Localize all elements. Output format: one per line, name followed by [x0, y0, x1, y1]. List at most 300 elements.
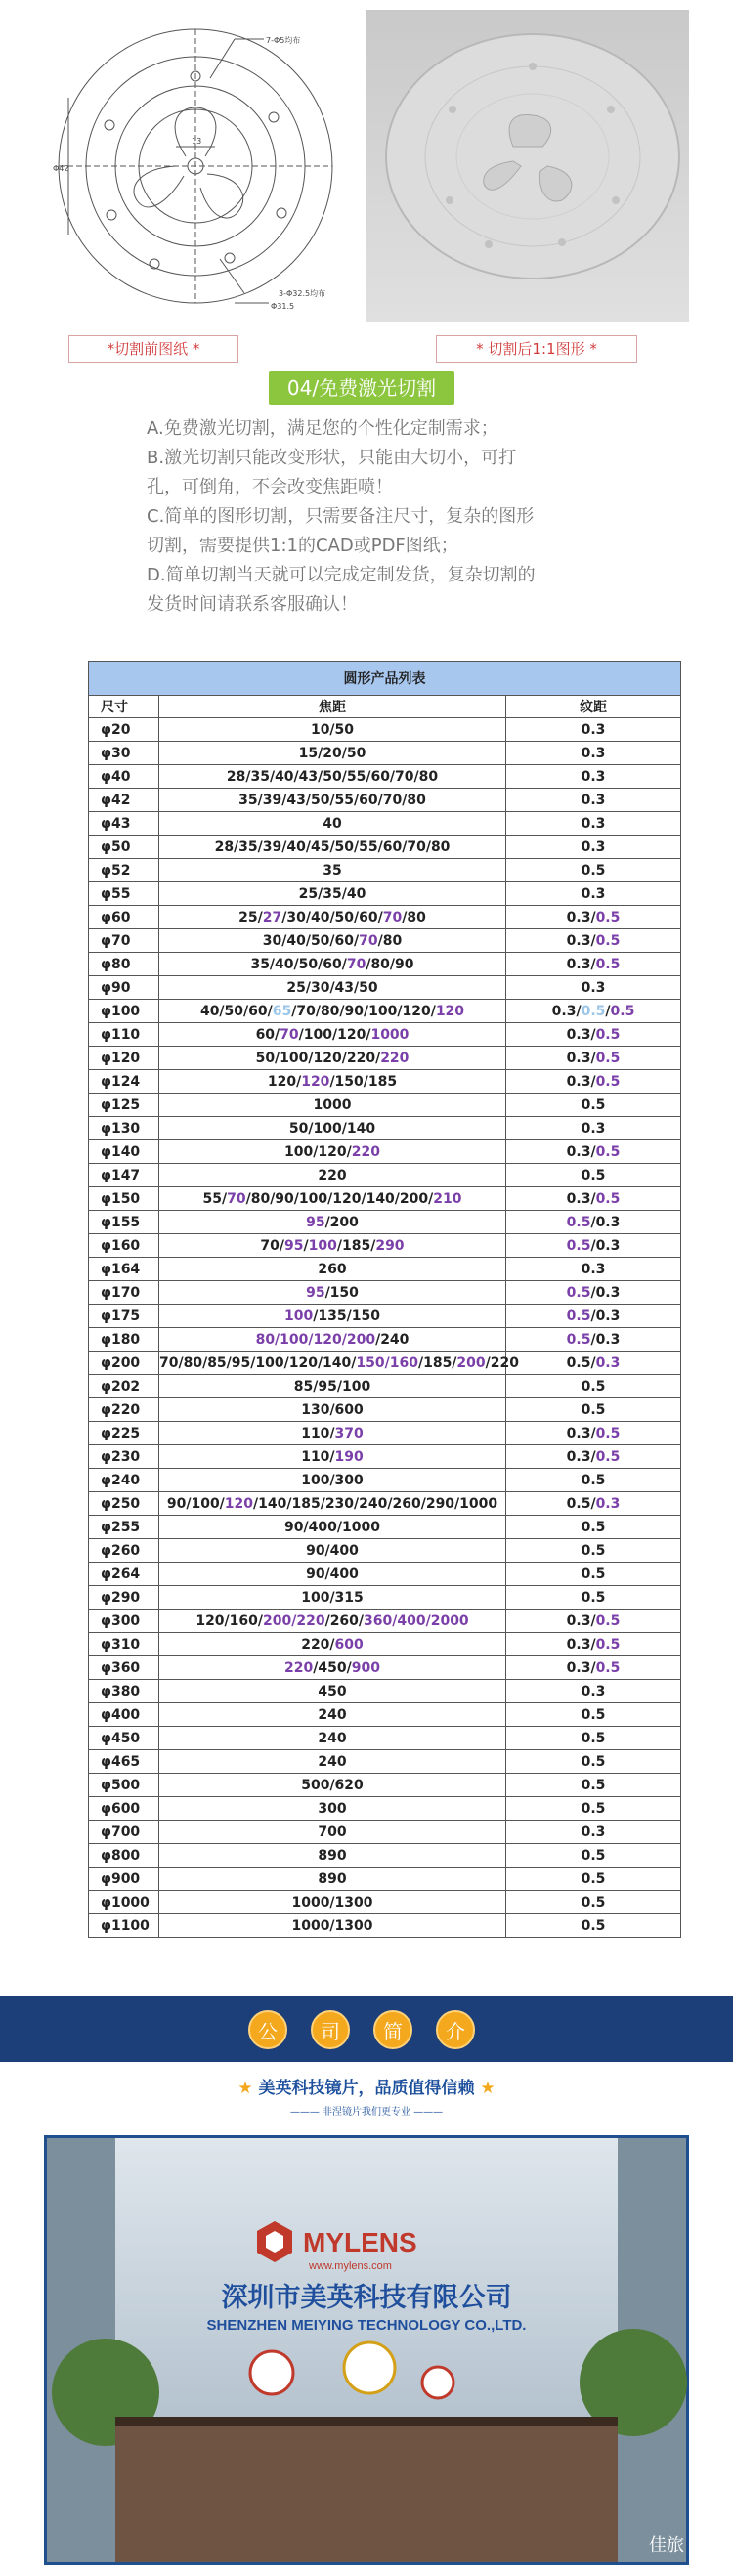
- cell-size: φ310: [89, 1633, 159, 1656]
- cell-text-segment: 370: [334, 1425, 364, 1441]
- banner-char: 简: [373, 2010, 412, 2049]
- cell-size: φ255: [89, 1516, 159, 1539]
- cell-groove-pitch: [506, 1352, 681, 1375]
- cell-text-segment: 1000: [313, 1096, 352, 1113]
- cell-text-segment: 220: [380, 1050, 410, 1066]
- cell-size: φ500: [89, 1774, 159, 1797]
- cell-text-segment: 600: [334, 1636, 364, 1653]
- dim-mid-text: 13: [192, 137, 202, 146]
- table-row: [89, 765, 681, 789]
- cell-focal-length: [159, 1187, 506, 1211]
- cell-text-segment: 70: [346, 956, 366, 972]
- cell-text-segment: 55/: [202, 1190, 228, 1207]
- cell-text-segment: 100/300: [301, 1472, 364, 1488]
- cell-text-segment: 0.5: [566, 1237, 591, 1254]
- cell-groove-pitch: [506, 1797, 681, 1821]
- cell-text-segment: 0.5: [581, 1894, 606, 1911]
- cell-text-segment: 15/20/50: [298, 745, 366, 761]
- company-name-en: SHENZHEN MEIYING TECHNOLOGY CO.,LTD.: [206, 2317, 527, 2334]
- cell-text-segment: 0.5: [595, 1143, 621, 1160]
- cell-size: φ20: [89, 718, 159, 742]
- cell-focal-length: [159, 1445, 506, 1469]
- cell-groove-pitch: [506, 718, 681, 742]
- cell-text-segment: 28/35/40/43/50/55/60/70/80: [226, 768, 439, 785]
- cell-text-segment: 0.5: [566, 1331, 591, 1348]
- cell-text-segment: 0.5: [595, 1190, 621, 1207]
- cell-text-segment: 0.3/: [566, 1073, 596, 1090]
- cell-size: φ42: [89, 789, 159, 812]
- cell-text-segment: 90/400/1000: [284, 1519, 380, 1535]
- cell-text-segment: 450: [318, 1683, 347, 1699]
- cell-text-segment: 0.5: [581, 1542, 606, 1559]
- header-focal-length: 焦距: [159, 696, 506, 718]
- cell-focal-length: [159, 1070, 506, 1094]
- cell-focal-length: [159, 718, 506, 742]
- table-body: [89, 718, 681, 1938]
- cell-text-segment: 0.5: [595, 1073, 621, 1090]
- cell-groove-pitch: [506, 1539, 681, 1563]
- service-description: [147, 414, 586, 620]
- cell-text-segment: 0.3: [581, 1683, 606, 1699]
- cell-text-segment: 100: [284, 1308, 314, 1324]
- table-row: [89, 882, 681, 906]
- cell-size: φ60: [89, 906, 159, 929]
- cell-groove-pitch: [506, 1844, 681, 1868]
- cell-focal-length: [159, 1094, 506, 1117]
- cell-focal-length: [159, 765, 506, 789]
- cell-text-segment: /80: [402, 909, 426, 925]
- description-line: C.简单的图形切割，只需要备注尺寸，复杂的图形: [147, 506, 535, 527]
- cell-groove-pitch: [506, 1868, 681, 1891]
- cell-groove-pitch: [506, 1703, 681, 1727]
- cell-text-segment: 65: [272, 1003, 292, 1019]
- cell-groove-pitch: [506, 1469, 681, 1492]
- table-row: [89, 1258, 681, 1281]
- cell-size: φ70: [89, 929, 159, 953]
- table-row: [89, 1703, 681, 1727]
- cell-text-segment: 0.3/: [566, 1425, 596, 1441]
- callout-bottom2-text: Φ31.5: [271, 302, 295, 311]
- cell-groove-pitch: [506, 1680, 681, 1703]
- cell-text-segment: 25/: [238, 909, 263, 925]
- cell-text-segment: /100/120/: [298, 1026, 371, 1043]
- cell-groove-pitch: [506, 1445, 681, 1469]
- cell-size: φ30: [89, 742, 159, 765]
- cell-text-segment: 100/120/: [284, 1143, 352, 1160]
- table-row: [89, 1234, 681, 1258]
- cell-groove-pitch: [506, 976, 681, 1000]
- cell-text-segment: 0.5: [595, 956, 621, 972]
- cell-text-segment: /140/185/230/240/260/290/1000: [253, 1495, 498, 1512]
- cell-groove-pitch: [506, 1750, 681, 1774]
- cell-text-segment: /: [303, 1237, 309, 1254]
- description-line: 孔，可倒角，不会改变焦距喷！: [147, 477, 393, 497]
- table-row: [89, 1891, 681, 1914]
- cell-focal-length: [159, 1164, 506, 1187]
- cell-text-segment: 0.3: [581, 1120, 606, 1137]
- cell-focal-length: [159, 1023, 506, 1047]
- cell-focal-length: [159, 1891, 506, 1914]
- cell-groove-pitch: [506, 1023, 681, 1047]
- cell-focal-length: [159, 1703, 506, 1727]
- cell-text-segment: 120: [224, 1495, 254, 1512]
- cell-focal-length: [159, 1586, 506, 1610]
- table-row: [89, 953, 681, 976]
- caption-after-cutting: * 切割后1:1图形 *: [436, 335, 637, 363]
- cell-focal-length: [159, 1610, 506, 1633]
- cell-size: φ125: [89, 1094, 159, 1117]
- cell-text-segment: 900: [351, 1659, 380, 1676]
- cell-size: φ600: [89, 1797, 159, 1821]
- table-row: [89, 742, 681, 765]
- cell-text-segment: 0.5: [581, 1777, 606, 1793]
- cell-groove-pitch: [506, 1187, 681, 1211]
- cell-focal-length: [159, 1633, 506, 1656]
- cell-text-segment: 890: [318, 1870, 347, 1887]
- cell-focal-length: [159, 1117, 506, 1140]
- cell-groove-pitch: [506, 1633, 681, 1656]
- cell-text-segment: 27: [262, 909, 282, 925]
- cell-groove-pitch: [506, 1000, 681, 1023]
- cell-text-segment: 95: [306, 1284, 325, 1301]
- cell-text-segment: 200: [456, 1354, 486, 1371]
- cell-text-segment: 100/315: [301, 1589, 364, 1606]
- cell-focal-length: [159, 929, 506, 953]
- cell-size: φ290: [89, 1586, 159, 1610]
- cell-groove-pitch: [506, 1164, 681, 1187]
- cell-groove-pitch: [506, 1117, 681, 1140]
- cell-groove-pitch: [506, 1821, 681, 1844]
- cell-text-segment: 0.3/: [566, 1050, 596, 1066]
- description-line: A.免费激光切割，满足您的个性化定制需求；: [147, 418, 498, 439]
- cell-text-segment: /220: [485, 1354, 519, 1371]
- cell-size: φ202: [89, 1375, 159, 1398]
- cell-size: φ110: [89, 1023, 159, 1047]
- cell-text-segment: /30/40/50/60/: [281, 909, 383, 925]
- cell-text-segment: 300: [318, 1800, 347, 1817]
- cell-focal-length: [159, 1398, 506, 1422]
- cell-text-segment: 0.5: [610, 1003, 635, 1019]
- cell-text-segment: /0.3: [590, 1331, 621, 1348]
- cell-text-segment: /0.3: [590, 1214, 621, 1230]
- table-row: [89, 1398, 681, 1422]
- cell-groove-pitch: [506, 1211, 681, 1234]
- cell-text-segment: 0.3: [581, 979, 606, 996]
- cell-size: φ147: [89, 1164, 159, 1187]
- caption-before-cutting: *切割前图纸 *: [68, 335, 238, 363]
- cell-text-segment: 70: [280, 1026, 299, 1043]
- cell-text-segment: 50/100/140: [288, 1120, 376, 1137]
- tagline-text: 美英科技镜片，品质值得信赖: [258, 2079, 475, 2098]
- cell-groove-pitch: [506, 742, 681, 765]
- cell-groove-pitch: [506, 1398, 681, 1422]
- cell-text-segment: 0.5: [595, 1448, 621, 1465]
- cell-text-segment: 25/35/40: [298, 885, 366, 902]
- cell-groove-pitch: [506, 836, 681, 859]
- cell-focal-length: [159, 742, 506, 765]
- callout-bottom-text: 3-Φ32.5均布: [279, 289, 326, 298]
- cell-text-segment: 0.3: [581, 792, 606, 808]
- cell-text-segment: 0.3: [581, 1824, 606, 1840]
- cell-text-segment: 210: [433, 1190, 462, 1207]
- cell-groove-pitch: [506, 1891, 681, 1914]
- cell-text-segment: 0.5: [595, 909, 621, 925]
- cell-size: φ380: [89, 1680, 159, 1703]
- cell-text-segment: 120: [301, 1073, 330, 1090]
- table-row: [89, 1070, 681, 1094]
- cell-text-segment: 0.3/: [566, 1448, 596, 1465]
- cell-text-segment: /0.3: [590, 1284, 621, 1301]
- cell-text-segment: 0.5/: [566, 1495, 596, 1512]
- cell-text-segment: 35/39/43/50/55/60/70/80: [238, 792, 426, 808]
- table-row: [89, 1797, 681, 1821]
- cell-size: φ164: [89, 1258, 159, 1281]
- cell-groove-pitch: [506, 953, 681, 976]
- cell-text-segment: 40: [323, 815, 342, 832]
- cell-text-segment: 290: [375, 1237, 405, 1254]
- cell-text-segment: 220: [351, 1143, 380, 1160]
- cell-focal-length: [159, 1375, 506, 1398]
- cell-focal-length: [159, 1868, 506, 1891]
- cell-text-segment: 0.3: [595, 1354, 621, 1371]
- cell-text-segment: 70/: [260, 1237, 285, 1254]
- description-line: 发货时间请联系客服确认！: [147, 594, 358, 615]
- banner-char: 公: [248, 2010, 287, 2049]
- cell-text-segment: 0.5: [581, 1706, 606, 1723]
- cell-focal-length: [159, 1328, 506, 1352]
- cell-text-segment: 0.3/: [566, 1659, 596, 1676]
- cell-text-segment: 0.5: [581, 1096, 606, 1113]
- cell-groove-pitch: [506, 1563, 681, 1586]
- cell-text-segment: /260/: [324, 1612, 365, 1629]
- cell-text-segment: 0.3: [581, 745, 606, 761]
- cell-text-segment: 0.5: [581, 1917, 606, 1934]
- cell-text-segment: 0.5: [566, 1284, 591, 1301]
- cell-text-segment: 0.5: [581, 1730, 606, 1746]
- star-icon: ★: [237, 2079, 253, 2098]
- cell-groove-pitch: [506, 1610, 681, 1633]
- cell-text-segment: 100: [308, 1237, 337, 1254]
- cell-text-segment: 0.5: [595, 1425, 621, 1441]
- cell-text-segment: 200/220: [263, 1612, 325, 1629]
- description-line: 切割，需要提供1:1的CAD或PDF图纸；: [147, 536, 458, 556]
- cell-focal-length: [159, 1821, 506, 1844]
- table-row: [89, 1844, 681, 1868]
- table-row: [89, 1094, 681, 1117]
- cell-size: φ80: [89, 953, 159, 976]
- cell-size: φ140: [89, 1140, 159, 1164]
- cell-groove-pitch: [506, 1914, 681, 1938]
- cell-text-segment: 0.5: [581, 1870, 606, 1887]
- cell-text-segment: 35: [323, 862, 342, 879]
- star-icon: ★: [480, 2079, 496, 2098]
- cell-groove-pitch: [506, 1375, 681, 1398]
- company-banner: [0, 1996, 733, 2062]
- cell-focal-length: [159, 1727, 506, 1750]
- cell-focal-length: [159, 1234, 506, 1258]
- cell-text-segment: 190: [334, 1448, 364, 1465]
- cell-size: φ180: [89, 1328, 159, 1352]
- cell-focal-length: [159, 882, 506, 906]
- cell-text-segment: 0.5: [595, 932, 621, 949]
- cell-text-segment: /80: [377, 932, 403, 949]
- cell-groove-pitch: [506, 1258, 681, 1281]
- cell-size: φ465: [89, 1750, 159, 1774]
- cell-text-segment: 220: [318, 1167, 347, 1183]
- office-photo: [44, 2135, 689, 2565]
- cell-size: φ700: [89, 1821, 159, 1844]
- cell-text-segment: /185/: [336, 1237, 376, 1254]
- cell-groove-pitch: [506, 906, 681, 929]
- cell-text-segment: /150: [324, 1284, 359, 1301]
- table-row: [89, 1281, 681, 1305]
- table-row: [89, 1750, 681, 1774]
- table-row: [89, 1000, 681, 1023]
- cell-groove-pitch: [506, 1328, 681, 1352]
- cell-text-segment: /80/90: [366, 956, 414, 972]
- cell-focal-length: [159, 1305, 506, 1328]
- cell-text-segment: 0.5: [566, 1308, 591, 1324]
- cell-text-segment: 0.5: [581, 1401, 606, 1418]
- cell-focal-length: [159, 1774, 506, 1797]
- cell-focal-length: [159, 1563, 506, 1586]
- cell-text-segment: 80/100/120/200: [255, 1331, 376, 1348]
- cell-text-segment: 0.3: [581, 721, 606, 738]
- cell-text-segment: 0.5: [581, 1589, 606, 1606]
- cell-text-segment: 890: [318, 1847, 347, 1864]
- table-title: 圆形产品列表: [89, 662, 681, 696]
- cell-size: φ40: [89, 765, 159, 789]
- table-row: [89, 1633, 681, 1656]
- cell-text-segment: 0.3: [581, 885, 606, 902]
- cell-text-segment: 0.3: [581, 1261, 606, 1277]
- header-size: 尺寸: [89, 696, 159, 718]
- cell-groove-pitch: [506, 789, 681, 812]
- description-line: D.简单切割当天就可以完成定制发货，复杂切割的: [147, 565, 536, 585]
- cell-groove-pitch: [506, 1727, 681, 1750]
- cell-focal-length: [159, 1211, 506, 1234]
- cell-groove-pitch: [506, 1281, 681, 1305]
- cell-size: φ400: [89, 1703, 159, 1727]
- cell-text-segment: 0.5: [581, 862, 606, 879]
- table-row: [89, 1563, 681, 1586]
- cell-text-segment: 220/: [301, 1636, 335, 1653]
- cell-text-segment: 0.5: [581, 1847, 606, 1864]
- cell-text-segment: 30/40/50/60/: [262, 932, 360, 949]
- cell-text-segment: 0.5: [595, 1050, 621, 1066]
- table-row: [89, 1539, 681, 1563]
- cell-groove-pitch: [506, 1047, 681, 1070]
- cell-focal-length: [159, 1750, 506, 1774]
- cell-text-segment: 0.5: [595, 1636, 621, 1653]
- table-row: [89, 1187, 681, 1211]
- cell-focal-length: [159, 906, 506, 929]
- company-tagline: [0, 2074, 733, 2098]
- logo-text: MYLENS: [303, 2227, 417, 2257]
- cell-text-segment: 0.5: [581, 1566, 606, 1582]
- cell-size: φ90: [89, 976, 159, 1000]
- cell-text-segment: /80/90/100/120/140/200/: [245, 1190, 434, 1207]
- cell-text-segment: 90/400: [306, 1566, 359, 1582]
- cell-size: φ55: [89, 882, 159, 906]
- cell-size: φ175: [89, 1305, 159, 1328]
- cell-focal-length: [159, 1516, 506, 1539]
- cell-size: φ160: [89, 1234, 159, 1258]
- cell-text-segment: 110/: [301, 1425, 335, 1441]
- cell-size: φ300: [89, 1610, 159, 1633]
- cell-text-segment: 1000/1300: [291, 1894, 373, 1911]
- table-row: [89, 906, 681, 929]
- cell-text-segment: 0.3: [581, 838, 606, 855]
- cell-size: φ43: [89, 812, 159, 836]
- cell-size: φ130: [89, 1117, 159, 1140]
- cell-text-segment: 0.3/: [566, 956, 596, 972]
- cell-size: φ50: [89, 836, 159, 859]
- table-row: [89, 1211, 681, 1234]
- cell-focal-length: [159, 789, 506, 812]
- cell-groove-pitch: [506, 1656, 681, 1680]
- product-table: [88, 661, 681, 1938]
- cell-groove-pitch: [506, 1516, 681, 1539]
- cell-size: φ120: [89, 1047, 159, 1070]
- cell-text-segment: 260: [318, 1261, 347, 1277]
- cell-text-segment: 95: [306, 1214, 325, 1230]
- cell-text-segment: /185/: [417, 1354, 457, 1371]
- cell-text-segment: /200: [324, 1214, 359, 1230]
- cell-size: φ250: [89, 1492, 159, 1516]
- cell-focal-length: [159, 1539, 506, 1563]
- cell-text-segment: /0.3: [590, 1237, 621, 1254]
- cell-text-segment: 0.5: [595, 1659, 621, 1676]
- cell-groove-pitch: [506, 1140, 681, 1164]
- cell-text-segment: 28/35/39/40/45/50/55/60/70/80: [214, 838, 451, 855]
- table-row: [89, 1117, 681, 1140]
- cell-focal-length: [159, 1492, 506, 1516]
- cell-text-segment: 0.3: [581, 815, 606, 832]
- product-table-container: [88, 661, 680, 1938]
- section-title: 04/免费激光切割: [269, 371, 454, 405]
- cell-text-segment: 0.5: [581, 1003, 606, 1019]
- cell-size: φ100: [89, 1000, 159, 1023]
- cell-text-segment: 0.5: [566, 1214, 591, 1230]
- cell-groove-pitch: [506, 1492, 681, 1516]
- cell-text-segment: 220: [284, 1659, 314, 1676]
- cell-text-segment: 50/100/120/220/: [255, 1050, 381, 1066]
- cell-text-segment: 0.3/: [566, 1026, 596, 1043]
- cell-size: φ1100: [89, 1914, 159, 1938]
- cell-size: φ240: [89, 1469, 159, 1492]
- cell-text-segment: 0.3/: [566, 909, 596, 925]
- cell-text-segment: 700: [318, 1824, 347, 1840]
- cell-groove-pitch: [506, 859, 681, 882]
- cell-text-segment: 70/80/85/95/100/120/140/: [159, 1354, 357, 1371]
- cell-text-segment: /70/80/90/100/120/: [291, 1003, 436, 1019]
- callout-top-text: 7-Φ5均布: [266, 36, 301, 45]
- cell-text-segment: 0.3/: [566, 1190, 596, 1207]
- logo-url-text: www.mylens.com: [309, 2260, 392, 2272]
- cell-text-segment: 40/50/60/: [199, 1003, 273, 1019]
- cell-text-segment: 500/620: [301, 1777, 364, 1793]
- cell-text-segment: 110/: [301, 1448, 335, 1465]
- cell-size: φ900: [89, 1868, 159, 1891]
- header-groove-pitch: 纹距: [506, 696, 681, 718]
- table-row: [89, 1023, 681, 1047]
- cell-text-segment: 130/600: [301, 1401, 364, 1418]
- cell-focal-length: [159, 1047, 506, 1070]
- cell-groove-pitch: [506, 882, 681, 906]
- cell-focal-length: [159, 1140, 506, 1164]
- cell-text-segment: 120: [435, 1003, 465, 1019]
